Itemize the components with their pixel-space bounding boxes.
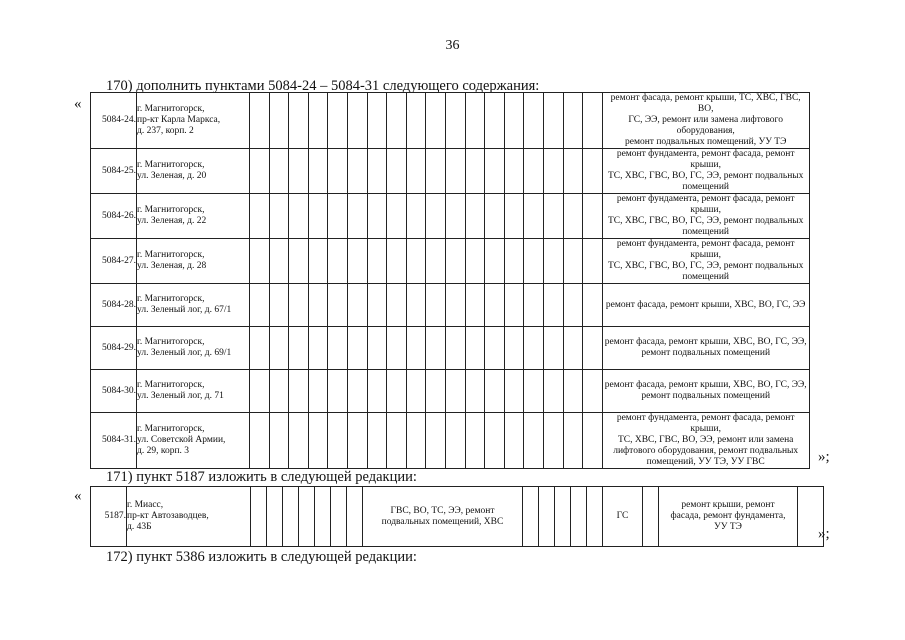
address-line: г. Магнитогорск, <box>137 160 205 170</box>
paragraph-172: 172) пункт 5386 изложить в следующей редакции: <box>106 549 417 565</box>
empty-cell <box>485 413 505 469</box>
empty-cell <box>250 327 270 370</box>
open-quote-171: « <box>74 488 82 504</box>
empty-cell <box>367 239 387 284</box>
empty-cell <box>583 194 603 239</box>
empty-cell <box>387 284 407 327</box>
table-row <box>91 284 810 327</box>
works-line: ремонт фундамента, ремонт фасада, ремонт крыши, <box>616 413 795 434</box>
works-line: фасада, ремонт фундамента, <box>670 511 786 521</box>
empty-cell <box>643 487 659 547</box>
item-number: 5084-30. <box>91 370 137 413</box>
empty-cell <box>406 194 426 239</box>
empty-cell <box>267 487 283 547</box>
works-line: помещений, УУ ТЭ, УУ ГВС <box>646 457 765 467</box>
table-row <box>91 194 810 239</box>
empty-cell <box>563 327 583 370</box>
empty-cell <box>289 370 309 413</box>
empty-cell <box>543 239 563 284</box>
empty-cell <box>524 194 544 239</box>
empty-cell <box>445 327 465 370</box>
item-number: 5084-27. <box>91 239 137 284</box>
works-line: ремонт фундамента, ремонт фасада, ремонт крыши, <box>616 194 795 215</box>
empty-cell <box>289 93 309 149</box>
works-main-line: подвальных помещений, ХВС <box>381 516 504 527</box>
open-quote-170: « <box>74 96 82 112</box>
empty-cell <box>289 284 309 327</box>
empty-cell <box>367 194 387 239</box>
item-number: 5084-31. <box>91 413 137 469</box>
empty-cell <box>250 149 270 194</box>
empty-cell <box>485 370 505 413</box>
table-row <box>91 149 810 194</box>
address-line: ул. Зеленая, д. 28 <box>137 261 207 271</box>
works-line: ремонт крыши, ремонт <box>681 500 775 510</box>
table-row <box>91 239 810 284</box>
address-cell <box>137 327 250 370</box>
empty-cell <box>328 413 348 469</box>
empty-cell <box>485 284 505 327</box>
empty-cell <box>524 370 544 413</box>
works-line: лифтового оборудования, ремонт подвальных <box>613 446 799 456</box>
empty-cell <box>583 413 603 469</box>
empty-cell <box>367 149 387 194</box>
works-cell <box>602 327 809 370</box>
empty-cell <box>465 284 485 327</box>
table-row <box>91 413 810 469</box>
empty-cell <box>465 93 485 149</box>
empty-cell <box>269 327 289 370</box>
works-cell <box>602 194 809 239</box>
works-line: ремонт подвальных помещений, УУ ТЭ <box>625 137 787 147</box>
empty-cell <box>465 194 485 239</box>
empty-cell <box>563 149 583 194</box>
empty-cell <box>250 413 270 469</box>
empty-cell <box>563 194 583 239</box>
empty-cell <box>524 239 544 284</box>
empty-cell <box>583 93 603 149</box>
address-line: ул. Зеленый лог, д. 67/1 <box>137 305 232 315</box>
empty-cell <box>289 239 309 284</box>
address-cell <box>127 487 251 547</box>
item-number: 5187. <box>91 487 127 547</box>
address-cell <box>137 93 250 149</box>
empty-cell <box>524 284 544 327</box>
empty-cell <box>328 194 348 239</box>
empty-cell <box>289 327 309 370</box>
empty-cell <box>504 149 524 194</box>
empty-cell <box>485 149 505 194</box>
close-quote-170: »; <box>818 449 830 465</box>
address-cell <box>137 194 250 239</box>
address-line: ул. Зеленая, д. 20 <box>137 171 207 181</box>
works-line: ремонт подвальных помещений <box>641 391 771 401</box>
works-line: ремонт подвальных помещений <box>641 348 771 358</box>
empty-cell <box>563 239 583 284</box>
table-row <box>91 93 810 149</box>
empty-cell <box>250 239 270 284</box>
works-main-cell <box>363 487 523 547</box>
works-line: ремонт фасада, ремонт крыши, ХВС, ВО, ГС, ЭЭ <box>605 299 806 310</box>
empty-cell <box>445 370 465 413</box>
empty-cell <box>406 93 426 149</box>
works-cell <box>602 149 809 194</box>
empty-cell <box>387 327 407 370</box>
empty-cell <box>465 327 485 370</box>
address-cell <box>137 149 250 194</box>
empty-cell <box>504 194 524 239</box>
address-line: г. Магнитогорск, <box>137 294 205 304</box>
empty-cell <box>445 239 465 284</box>
empty-cell <box>299 487 315 547</box>
empty-cell <box>543 149 563 194</box>
works-line: ТС, ХВС, ГВС, ВО, ГС, ЭЭ, ремонт подвальных <box>607 216 804 226</box>
item-number: 5084-29. <box>91 327 137 370</box>
empty-cell <box>406 284 426 327</box>
empty-cell <box>465 239 485 284</box>
works-line: ТС, ХВС, ГВС, ВО, ЭЭ, ремонт или замена <box>617 435 794 445</box>
empty-cell <box>387 413 407 469</box>
empty-cell <box>347 487 363 547</box>
empty-cell <box>367 370 387 413</box>
empty-cell <box>250 284 270 327</box>
empty-cell <box>406 413 426 469</box>
empty-cell <box>308 93 328 149</box>
address-line: г. Миасс, <box>127 500 164 510</box>
works-line: ремонт фасада, ремонт крыши, ХВС, ВО, ГС, ЭЭ, <box>604 337 807 347</box>
empty-cell <box>543 284 563 327</box>
empty-cell <box>331 487 347 547</box>
empty-cell <box>315 487 331 547</box>
empty-cell <box>308 194 328 239</box>
empty-cell <box>583 239 603 284</box>
works-line: помещений <box>682 182 730 192</box>
empty-cell <box>387 194 407 239</box>
empty-cell <box>367 413 387 469</box>
address-line: г. Магнитогорск, <box>137 424 205 434</box>
works-line: ГС, ЭЭ, ремонт или замена лифтового оборудования, <box>628 115 783 136</box>
address-line: ул. Советской Армии, <box>137 435 226 445</box>
table-row <box>91 370 810 413</box>
address-line: д. 237, корп. 2 <box>137 126 194 136</box>
works-line: ремонт фасада, ремонт крыши, ТС, ХВС, ГВС, ВО, <box>610 93 801 114</box>
works-line: ТС, ХВС, ГВС, ВО, ГС, ЭЭ, ремонт подвальных <box>607 171 804 181</box>
works-cell <box>602 413 809 469</box>
works-main-line: ГВС, ВО, ТС, ЭЭ, ремонт <box>390 505 495 516</box>
empty-cell <box>583 284 603 327</box>
address-line: пр-кт Карла Маркса, <box>137 115 221 125</box>
empty-cell <box>524 93 544 149</box>
works-line: ремонт фундамента, ремонт фасада, ремонт крыши, <box>616 239 795 260</box>
empty-cell <box>543 93 563 149</box>
empty-cell <box>269 239 289 284</box>
empty-cell <box>504 284 524 327</box>
empty-cell <box>347 149 367 194</box>
empty-cell <box>504 239 524 284</box>
empty-cell <box>543 327 563 370</box>
empty-cell <box>539 487 555 547</box>
empty-cell <box>563 284 583 327</box>
empty-cell <box>583 327 603 370</box>
item-number: 5084-28. <box>91 284 137 327</box>
empty-cell <box>485 239 505 284</box>
empty-cell <box>328 149 348 194</box>
empty-cell <box>524 413 544 469</box>
page-number: 36 <box>445 38 460 53</box>
empty-cell <box>387 93 407 149</box>
empty-cell <box>347 284 367 327</box>
paragraph-170: 170) дополнить пунктами 5084-24 – 5084-31 следующего содержания: <box>106 78 540 94</box>
empty-cell <box>485 194 505 239</box>
works-cell <box>602 284 809 327</box>
empty-cell <box>269 370 289 413</box>
empty-cell <box>251 487 267 547</box>
address-line: ул. Зеленый лог, д. 69/1 <box>137 348 232 358</box>
table-row <box>91 487 824 547</box>
works-cell <box>659 487 798 547</box>
empty-cell <box>387 370 407 413</box>
empty-cell <box>504 327 524 370</box>
empty-cell <box>283 487 299 547</box>
address-line: пр-кт Автозаводцев, <box>127 511 209 521</box>
empty-cell <box>445 194 465 239</box>
item-number: 5084-25. <box>91 149 137 194</box>
works-cell <box>602 239 809 284</box>
empty-cell <box>387 239 407 284</box>
works-cell <box>602 370 809 413</box>
empty-cell <box>406 239 426 284</box>
empty-cell <box>406 149 426 194</box>
empty-cell <box>289 413 309 469</box>
empty-cell <box>289 149 309 194</box>
empty-cell <box>426 194 446 239</box>
empty-cell <box>465 149 485 194</box>
empty-cell <box>426 370 446 413</box>
empty-cell <box>269 93 289 149</box>
empty-cell <box>308 327 328 370</box>
empty-cell <box>426 284 446 327</box>
table-171 <box>90 486 824 547</box>
address-line: д. 43Б <box>127 522 152 532</box>
close-quote-171: »; <box>818 526 830 542</box>
empty-cell <box>406 370 426 413</box>
empty-cell <box>250 370 270 413</box>
empty-cell <box>367 93 387 149</box>
empty-cell <box>563 370 583 413</box>
empty-cell <box>308 370 328 413</box>
empty-cell <box>543 413 563 469</box>
empty-cell <box>426 93 446 149</box>
empty-cell <box>563 93 583 149</box>
address-line: г. Магнитогорск, <box>137 250 205 260</box>
empty-cell <box>308 239 328 284</box>
empty-cell <box>308 149 328 194</box>
empty-cell <box>328 327 348 370</box>
empty-cell <box>328 93 348 149</box>
gs-cell: ГС <box>603 487 643 547</box>
empty-cell <box>445 149 465 194</box>
item-number: 5084-24. <box>91 93 137 149</box>
address-line: г. Магнитогорск, <box>137 380 205 390</box>
empty-cell <box>347 239 367 284</box>
works-line: ремонт фундамента, ремонт фасада, ремонт крыши, <box>616 149 795 170</box>
empty-cell <box>367 327 387 370</box>
empty-cell <box>347 413 367 469</box>
empty-cell <box>328 370 348 413</box>
empty-cell <box>426 239 446 284</box>
empty-cell <box>406 327 426 370</box>
empty-cell <box>426 327 446 370</box>
empty-cell <box>269 413 289 469</box>
empty-cell <box>583 149 603 194</box>
empty-cell <box>583 370 603 413</box>
empty-cell <box>347 327 367 370</box>
empty-cell <box>524 327 544 370</box>
empty-cell <box>504 413 524 469</box>
empty-cell <box>543 194 563 239</box>
empty-cell <box>445 413 465 469</box>
address-line: ул. Зеленая, д. 22 <box>137 216 207 226</box>
works-line: ТС, ХВС, ГВС, ВО, ГС, ЭЭ, ремонт подвальных <box>607 261 804 271</box>
address-line: г. Магнитогорск, <box>137 104 205 114</box>
works-line: помещений <box>682 272 730 282</box>
empty-cell <box>347 93 367 149</box>
empty-cell <box>426 413 446 469</box>
empty-cell <box>426 149 446 194</box>
paragraph-171: 171) пункт 5187 изложить в следующей редакции: <box>106 469 417 485</box>
empty-cell <box>445 93 465 149</box>
empty-cell <box>563 413 583 469</box>
item-number: 5084-26. <box>91 194 137 239</box>
empty-cell <box>465 413 485 469</box>
table-170 <box>90 92 810 469</box>
works-line: УУ ТЭ <box>714 522 742 532</box>
empty-cell <box>555 487 571 547</box>
empty-cell <box>571 487 587 547</box>
empty-cell <box>328 239 348 284</box>
empty-cell <box>269 284 289 327</box>
address-cell <box>137 284 250 327</box>
works-line: помещений <box>682 227 730 237</box>
empty-cell <box>485 327 505 370</box>
empty-cell <box>347 370 367 413</box>
address-line: г. Магнитогорск, <box>137 337 205 347</box>
empty-cell <box>308 413 328 469</box>
empty-cell <box>504 370 524 413</box>
empty-cell <box>308 284 328 327</box>
works-line: ремонт фасада, ремонт крыши, ХВС, ВО, ГС, ЭЭ, <box>604 380 807 390</box>
empty-cell <box>387 149 407 194</box>
empty-cell <box>523 487 539 547</box>
address-cell <box>137 239 250 284</box>
address-line: ул. Зеленый лог, д. 71 <box>137 391 224 401</box>
empty-cell <box>543 370 563 413</box>
empty-cell <box>289 194 309 239</box>
empty-cell <box>465 370 485 413</box>
empty-cell <box>524 149 544 194</box>
empty-cell <box>269 149 289 194</box>
address-line: д. 29, корп. 3 <box>137 446 190 456</box>
address-cell <box>137 370 250 413</box>
empty-cell <box>250 93 270 149</box>
address-cell <box>137 413 250 469</box>
empty-cell <box>367 284 387 327</box>
empty-cell <box>250 194 270 239</box>
empty-cell <box>485 93 505 149</box>
empty-cell <box>445 284 465 327</box>
works-cell <box>602 93 809 149</box>
address-line: г. Магнитогорск, <box>137 205 205 215</box>
empty-cell <box>587 487 603 547</box>
empty-cell <box>347 194 367 239</box>
empty-cell <box>269 194 289 239</box>
empty-cell <box>504 93 524 149</box>
table-row <box>91 327 810 370</box>
empty-cell <box>328 284 348 327</box>
